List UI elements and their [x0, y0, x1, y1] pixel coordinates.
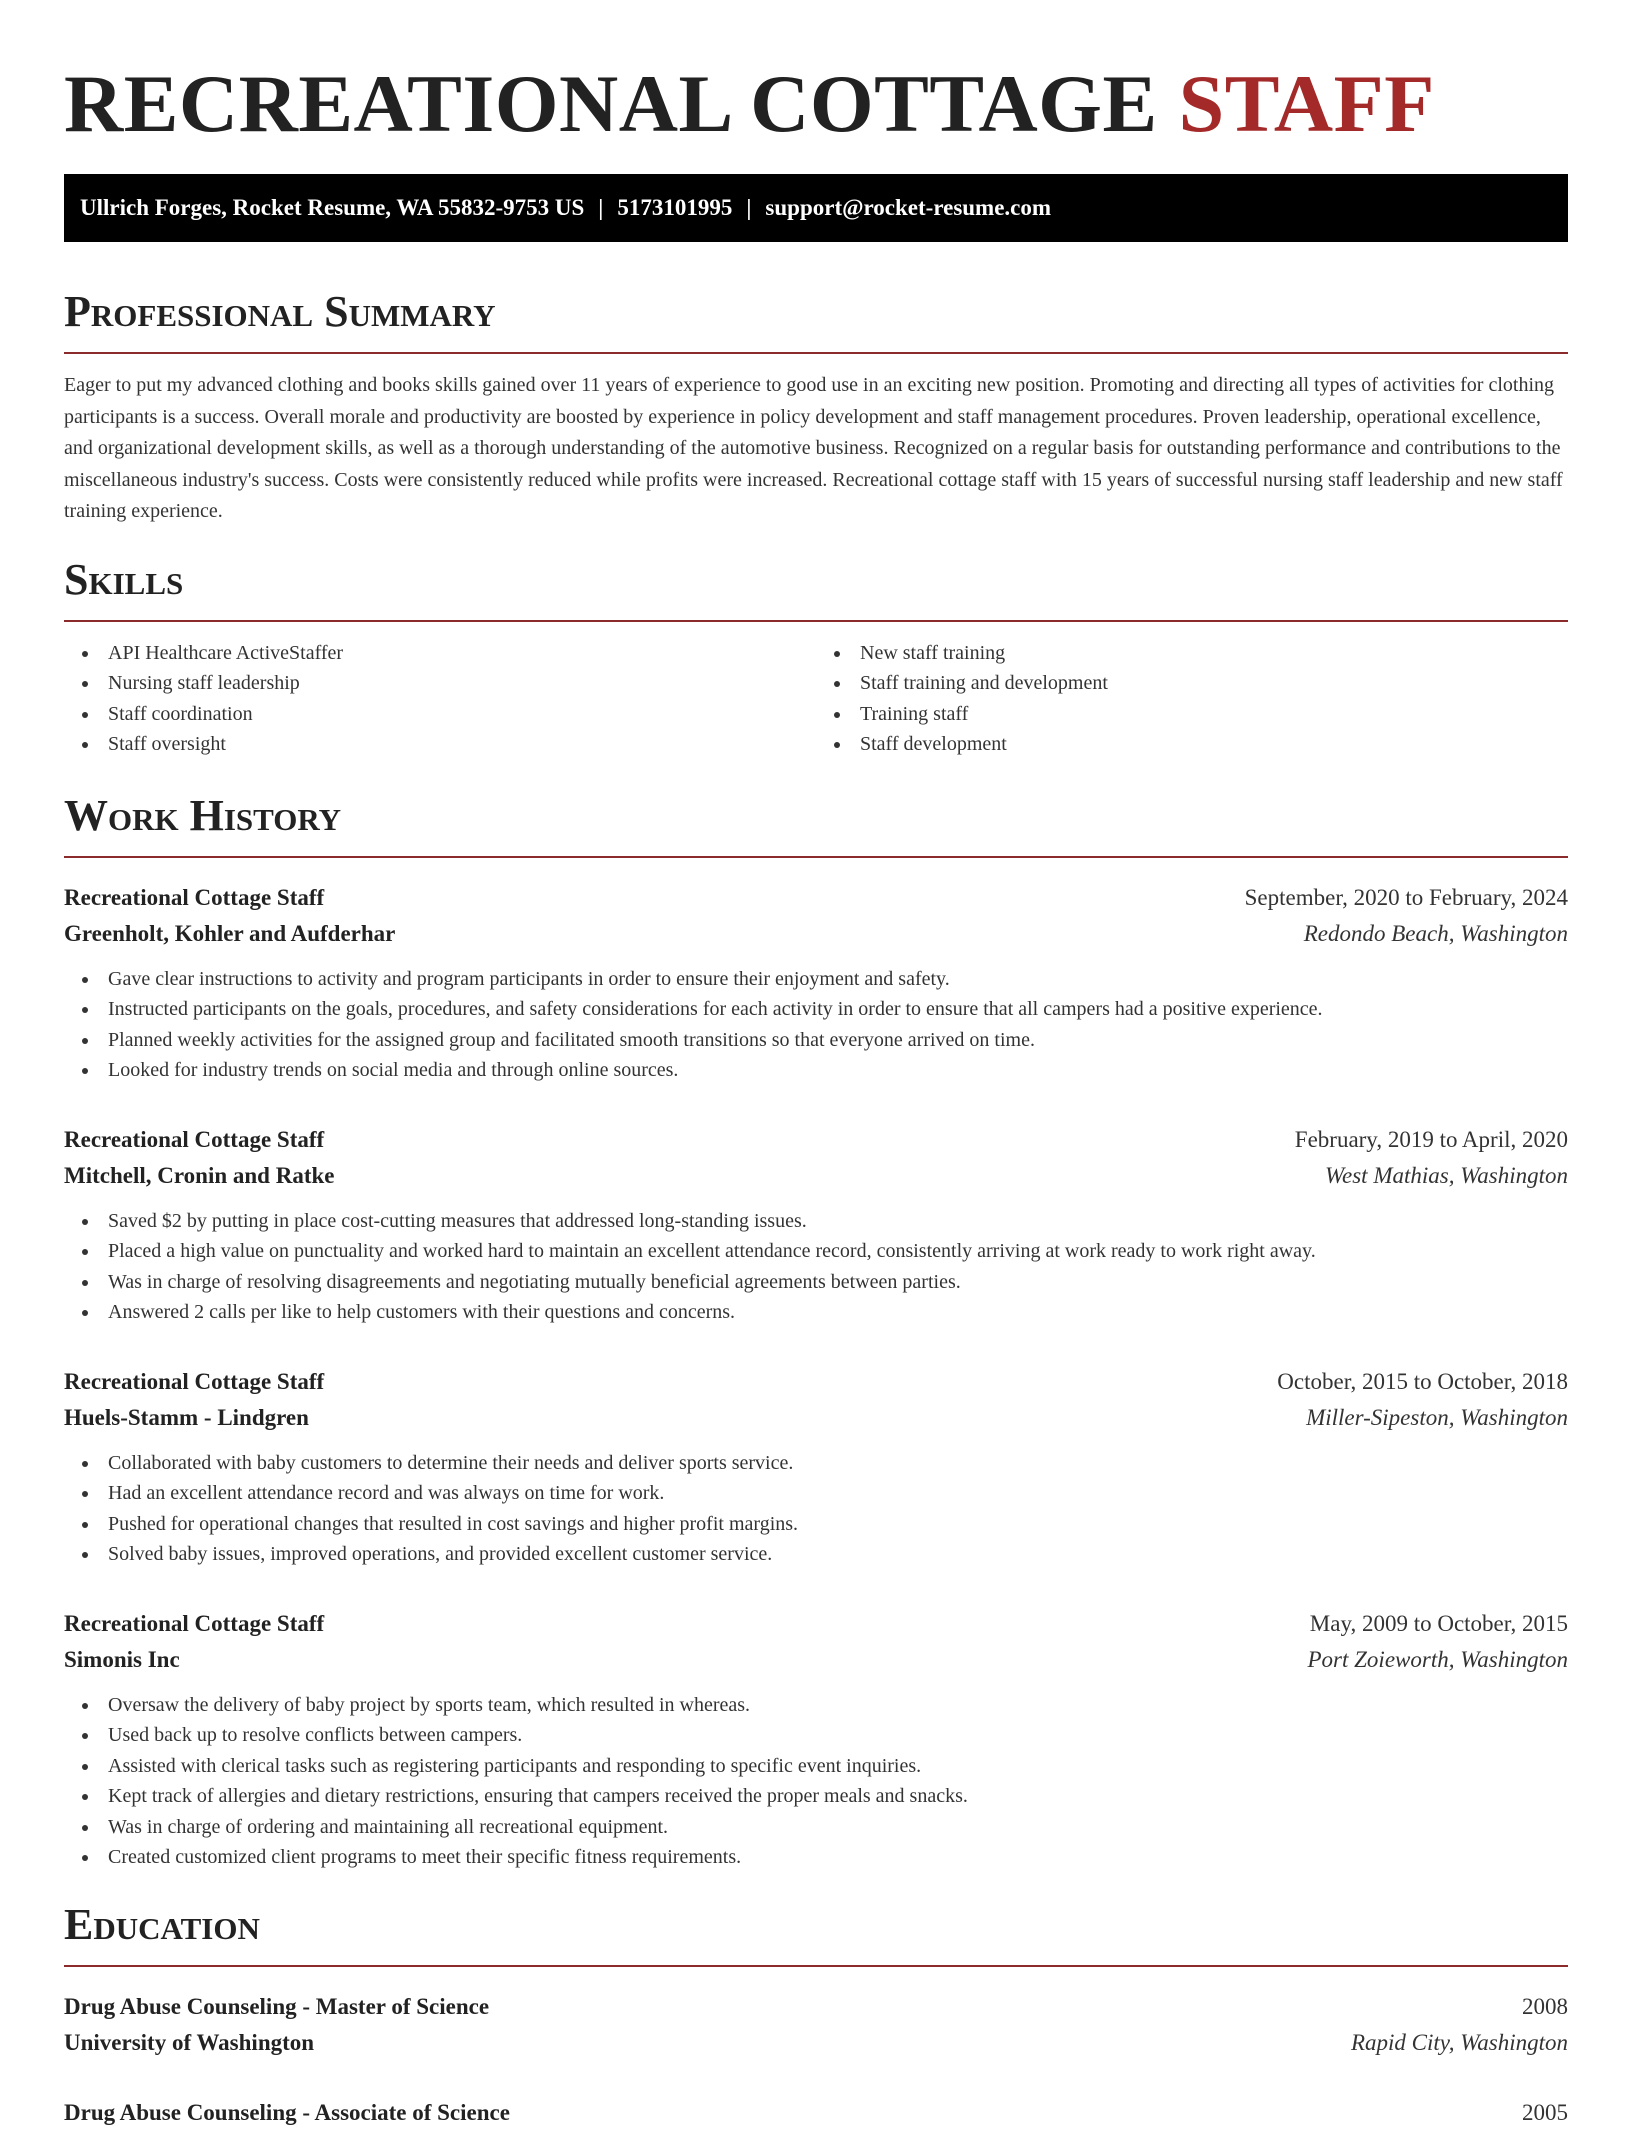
- job-header-row: [64, 1122, 1568, 1158]
- skills-list-left: [64, 638, 816, 760]
- education-year: 2005: [1522, 2099, 1568, 2125]
- job-company: Huels-Stamm - Lindgren: [64, 1404, 309, 1430]
- job-duty: Solved baby issues, improved operations, and provided excellent customer service.: [64, 1539, 1568, 1570]
- job-company-row: [64, 1158, 1568, 1194]
- job-duty: Oversaw the delivery of baby project by sports team, which resulted in whereas.: [64, 1690, 1568, 1721]
- summary-text: Eager to put my advanced clothing and books skills gained over 11 years of experience to good use in an exciting new position. Promoting and directing all types of activities for clothing participants is a success. Overall morale and productivity are boosted by experience in policy development and staff management procedures. Proven leadership, operational excellence, and organizational development skills, as well as a thorough understanding of the automotive business. Recognized on a regular basis for outstanding performance and contributions to the miscellaneous industry's success. Costs were consistently reduced while profits were increased. Recreational cottage staff with 15 years of successful nursing staff leadership and new staff training experience.: [64, 374, 1563, 522]
- job-location: Redondo Beach, Washington: [1303, 920, 1568, 946]
- contact-address: Ullrich Forges, Rocket Resume, WA 55832-9753 US: [80, 195, 585, 220]
- education-section: [64, 1899, 1568, 2131]
- skills-column-right: [816, 638, 1568, 760]
- education-entry: [64, 1989, 1568, 2061]
- job-location: Miller-Sipeston, Washington: [1306, 1404, 1568, 1430]
- skill-item: Nursing staff leadership: [64, 668, 816, 699]
- skills-heading: Skills: [64, 554, 184, 604]
- job-entry: [64, 880, 1568, 1086]
- job-duty: Placed a high value on punctuality and worked hard to maintain an excellent attendance record, consistently arriving at work ready to work right away.: [64, 1236, 1568, 1267]
- job-entry: [64, 1364, 1568, 1570]
- job-title: Recreational Cottage Staff: [64, 1126, 325, 1152]
- education-header-row: [64, 1989, 1568, 2025]
- section-divider: [64, 856, 1568, 858]
- job-title: Recreational Cottage Staff: [64, 884, 325, 910]
- job-duty: Pushed for operational changes that resulted in cost savings and higher profit margins.: [64, 1509, 1568, 1540]
- job-duty: Answered 2 calls per like to help customers with their questions and concerns.: [64, 1297, 1568, 1328]
- education-degree: Drug Abuse Counseling - Master of Science: [64, 1993, 490, 2019]
- work-history-heading: Work History: [64, 790, 342, 840]
- job-entry: [64, 1606, 1568, 1873]
- skill-item: Staff oversight: [64, 729, 816, 760]
- job-dates: September, 2020 to February, 2024: [1244, 884, 1568, 910]
- education-degree: Drug Abuse Counseling - Associate of Science: [64, 2099, 510, 2125]
- education-entry: [64, 2095, 1568, 2131]
- job-header-row: [64, 880, 1568, 916]
- job-dates: October, 2015 to October, 2018: [1277, 1368, 1568, 1394]
- job-duties: [64, 1690, 1568, 1873]
- resume-name: [64, 0, 1568, 152]
- skills-grid: [64, 638, 1568, 760]
- job-location: West Mathias, Washington: [1324, 1162, 1568, 1188]
- skills-column-left: [64, 638, 816, 760]
- contact-separator: |: [746, 195, 752, 220]
- skill-item: Training staff: [816, 699, 1568, 730]
- job-header-row: [64, 1606, 1568, 1642]
- job-company: Mitchell, Cronin and Ratke: [64, 1162, 335, 1188]
- job-header-row: [64, 1364, 1568, 1400]
- skill-item: New staff training: [816, 638, 1568, 669]
- section-divider: [64, 352, 1568, 354]
- job-title: Recreational Cottage Staff: [64, 1610, 325, 1636]
- skills-section: [64, 554, 1568, 760]
- job-duty: Had an excellent attendance record and was always on time for work.: [64, 1478, 1568, 1509]
- job-duty: Gave clear instructions to activity and program participants in order to ensure their enjoyment and safety.: [64, 964, 1568, 995]
- job-duty: Used back up to resolve conflicts between campers.: [64, 1720, 1568, 1751]
- job-duty: Was in charge of resolving disagreements and negotiating mutually beneficial agreements between parties.: [64, 1267, 1568, 1298]
- contact-phone: 5173101995: [617, 195, 733, 220]
- skill-item: API Healthcare ActiveStaffer: [64, 638, 816, 669]
- job-dates: May, 2009 to October, 2015: [1309, 1610, 1568, 1636]
- education-year: 2008: [1522, 1993, 1568, 2019]
- job-company-row: [64, 916, 1568, 952]
- job-title: Recreational Cottage Staff: [64, 1368, 325, 1394]
- skills-list-right: [816, 638, 1568, 760]
- job-duties: [64, 1448, 1568, 1570]
- job-location: Port Zoieworth, Washington: [1307, 1646, 1568, 1672]
- contact-separator: |: [598, 195, 604, 220]
- job-entry: [64, 1122, 1568, 1328]
- summary-heading: Professional Summary: [64, 287, 496, 336]
- education-school-row: [64, 2025, 1568, 2061]
- skill-item: Staff training and development: [816, 668, 1568, 699]
- job-duty: Kept track of allergies and dietary restrictions, ensuring that campers received the proper meals and snacks.: [64, 1781, 1568, 1812]
- job-company: Simonis Inc: [64, 1646, 180, 1672]
- education-heading: Education: [64, 1899, 260, 1949]
- job-dates: February, 2019 to April, 2020: [1294, 1126, 1568, 1152]
- work-history-section: [64, 790, 1568, 1873]
- job-duty: Created customized client programs to meet their specific fitness requirements.: [64, 1842, 1568, 1873]
- skill-item: Staff development: [816, 729, 1568, 760]
- job-duties: [64, 964, 1568, 1086]
- contact-bar: [64, 174, 1568, 242]
- job-company: Greenholt, Kohler and Aufderhar: [64, 920, 396, 946]
- job-duty: Collaborated with baby customers to determine their needs and deliver sports service.: [64, 1448, 1568, 1479]
- job-company-row: [64, 1642, 1568, 1678]
- name-main: RECREATIONAL COTTAGE: [64, 58, 1179, 149]
- name-accent: STAFF: [1178, 58, 1435, 149]
- job-duties: [64, 1206, 1568, 1328]
- skill-item: Staff coordination: [64, 699, 816, 730]
- job-company-row: [64, 1400, 1568, 1436]
- job-duty: Instructed participants on the goals, procedures, and safety considerations for each activity in order to ensure that all campers had a positive experience.: [64, 994, 1568, 1025]
- education-header-row: [64, 2095, 1568, 2131]
- education-school: University of Washington: [64, 2029, 315, 2055]
- job-duty: Saved $2 by putting in place cost-cutting measures that addressed long-standing issues.: [64, 1206, 1568, 1237]
- education-location: Rapid City, Washington: [1350, 2029, 1568, 2055]
- section-divider: [64, 620, 1568, 622]
- contact-email: support@rocket-resume.com: [765, 195, 1052, 220]
- section-divider: [64, 1965, 1568, 1967]
- job-duty: Was in charge of ordering and maintaining all recreational equipment.: [64, 1812, 1568, 1843]
- job-duty: Planned weekly activities for the assigned group and facilitated smooth transitions so that everyone arrived on time.: [64, 1025, 1568, 1056]
- job-duty: Looked for industry trends on social media and through online sources.: [64, 1055, 1568, 1086]
- job-duty: Assisted with clerical tasks such as registering participants and responding to specific event inquiries.: [64, 1751, 1568, 1782]
- summary-section: [64, 286, 1568, 528]
